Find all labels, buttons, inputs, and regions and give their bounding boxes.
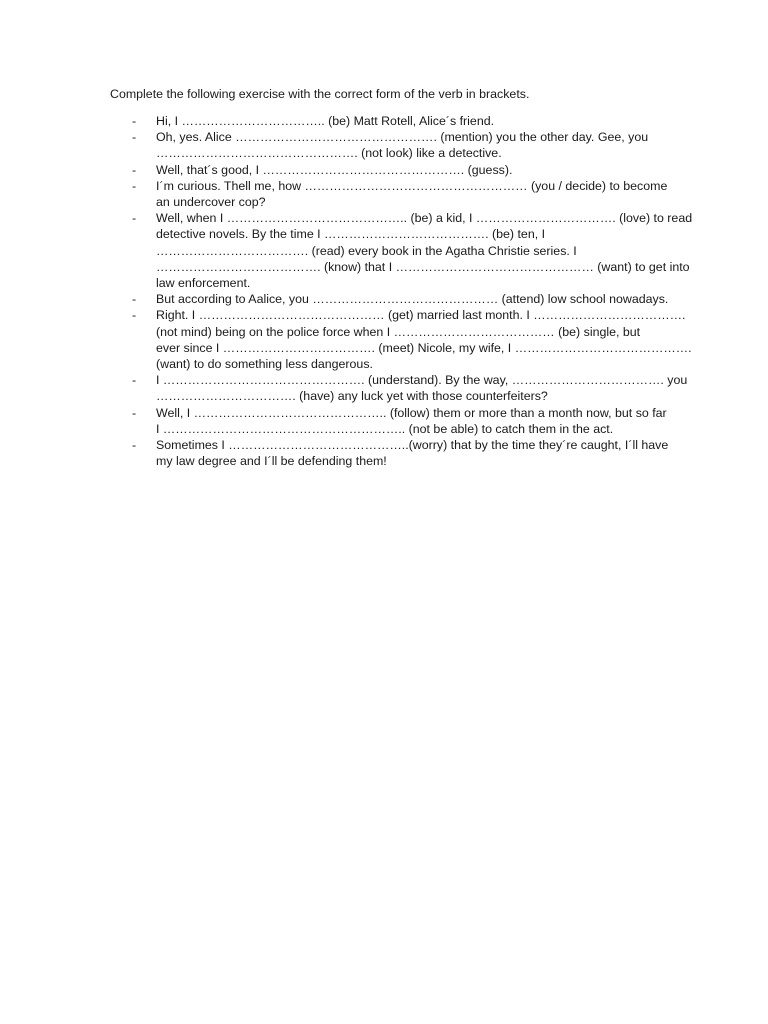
item-line: Well, I ……………………………………….. (follow) them or more than a month now, but so far	[156, 405, 667, 420]
exercise-item	[0, 178, 668, 210]
exercise-item	[0, 210, 693, 291]
exercise-item	[0, 113, 664, 129]
item-line: I´m curious. Thell me, how ……………………………………………… (you / decide) to become	[156, 178, 668, 193]
item-line: …………………………………………. (not look) like a detective.	[156, 146, 502, 161]
item-line: Sometimes I ……………………………………..(worry) that by the time they´re caught, I´ll have	[156, 438, 669, 453]
item-line: ……………………………. (have) any luck yet with those counterfeiters?	[156, 389, 548, 404]
item-line: But according to Aalice, you ……………………………………… (attend) low school nowadays.	[156, 292, 669, 307]
item-line: ever since I ………………………………. (meet) Nicole, my wife, I …………………………………….	[156, 340, 692, 355]
item-line: Right. I ……………………………………… (get) married last month. I ……………………………….	[156, 308, 686, 323]
exercise-list	[0, 113, 693, 469]
item-line: (want) to do something less dangerous.	[156, 357, 373, 372]
bullet-dash: -	[132, 114, 137, 128]
item-line: …………………………………. (know) that I ………………………………………… (want) to get into	[156, 259, 690, 274]
item-line: detective novels. By the time I …………………………………. (be) ten, I	[156, 227, 546, 242]
exercise-item	[0, 405, 667, 437]
exercise-item	[0, 291, 669, 307]
bullet-dash: -	[132, 178, 137, 193]
bullet-dash: -	[132, 373, 137, 388]
item-line: law enforcement.	[156, 276, 251, 291]
item-line: I ………………………………………………….. (not be able) to catch them in the act.	[156, 421, 614, 436]
item-line: Well, when I …………………………………….. (be) a kid, I ……………………………. (love) to read	[156, 211, 693, 226]
item-line: Well, that´s good, I …………………………………………. (guess).	[156, 162, 513, 177]
bullet-dash: -	[132, 438, 137, 453]
exercise-item	[0, 372, 688, 404]
exercise-item	[0, 129, 664, 161]
exercise-instruction: Complete the following exercise with the correct form of the verb in brackets.	[110, 87, 530, 101]
item-line: Hi, I …………………………….. (be) Matt Rotell, Alice´s friend.	[156, 114, 495, 128]
exercise-item	[0, 307, 692, 372]
item-line: (not mind) being on the police force when I ………………………………… (be) single, but	[156, 324, 641, 339]
item-line: an undercover cop?	[156, 195, 266, 210]
bullet-dash: -	[132, 162, 137, 177]
bullet-dash: -	[132, 308, 137, 323]
item-line: ………………………………. (read) every book in the Agatha Christie series. I	[156, 243, 577, 258]
exercise-item	[0, 162, 664, 178]
bullet-dash: -	[132, 405, 137, 420]
bullet-dash: -	[132, 211, 137, 226]
item-line: I …………………………………………. (understand). By the way, ………………………………. you	[156, 373, 688, 388]
item-line: my law degree and I´ll be defending them!	[156, 454, 387, 469]
bullet-dash: -	[132, 292, 137, 307]
exercise-item	[0, 437, 669, 469]
bullet-dash: -	[132, 130, 137, 145]
item-line: Oh, yes. Alice …………………………………………. (mention) you the other day. Gee, you	[156, 130, 649, 145]
